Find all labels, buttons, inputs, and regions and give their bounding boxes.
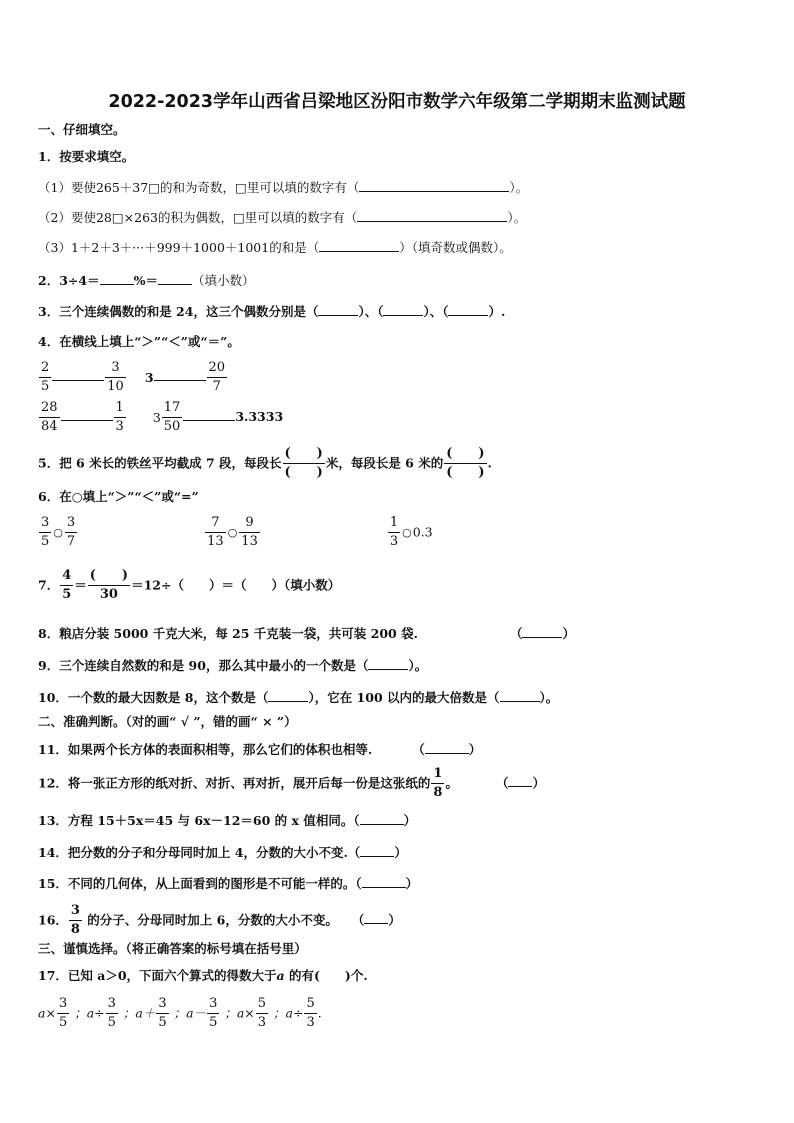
q3-text-c: ）、（ — [423, 304, 449, 319]
q9-end: ）。 — [408, 658, 428, 673]
q6-b-fraction-2: $\frac{9}{13}$ — [241, 515, 258, 549]
q12 — [38, 765, 545, 802]
q1-part3-blank[interactable] — [319, 238, 399, 252]
q6-b-fraction-1: $\frac{7}{13}$ — [207, 515, 224, 549]
q16-text: 的分子、分母同时加上 6，分数的大小不变。 — [82, 912, 338, 928]
q1-heading: 1．按要求填空。 — [38, 149, 135, 164]
q8-paren-close: ） — [562, 626, 575, 641]
section-3-heading: 三、谨慎选择。（将正确答案的标号填在括号里） — [38, 941, 307, 956]
q1-part1-text: （1）要使265＋37□的和为奇数，□里可以填的数字有（ — [38, 180, 360, 195]
q7 — [38, 567, 340, 604]
q3 — [38, 302, 505, 321]
q3-blank-2[interactable] — [383, 302, 423, 316]
section-1-heading: 一、仔细填空。 — [38, 122, 126, 137]
q13 — [38, 811, 416, 830]
q1-part2-text: （2）要使28□×263的积为偶数，□里可以填的数字有（ — [38, 210, 358, 225]
q10-text-c: ）。 — [539, 690, 559, 705]
q5-text-b: 米，每段长是 6 米的 — [325, 455, 444, 471]
q10-text-b: ），它在 100 以内的最大倍数是（ — [308, 690, 500, 705]
q8 — [38, 624, 575, 643]
q6-c-value: 0.3 — [412, 524, 433, 540]
q15-end: ） — [405, 876, 419, 891]
q11-paren-close: ） — [468, 742, 482, 757]
q4-row2 — [38, 399, 283, 436]
section-2-heading: 二、准确判断。（对的画“ √ ”，错的画“ × ”） — [38, 714, 297, 729]
q5 — [38, 445, 492, 482]
q4-fraction-1: $\frac{2}{5}$ — [41, 360, 50, 394]
q8-blank[interactable] — [522, 624, 562, 638]
q1-part2-end: ）。 — [507, 210, 527, 225]
q4-blank-4[interactable] — [183, 407, 235, 421]
q16-paren-open: （ — [351, 912, 365, 928]
q3-text-b: ）、（ — [358, 304, 384, 319]
q5-text-c: . — [487, 455, 492, 471]
q14 — [38, 843, 407, 862]
q17-expr-2-fraction: $\frac{3}{5}$ — [107, 996, 116, 1030]
q17-expr-end: . — [317, 1005, 322, 1021]
q11 — [38, 740, 481, 759]
q17-expr-4-fraction: $\frac{3}{5}$ — [209, 996, 218, 1030]
q5-fraction-1[interactable]: $\frac{( )}{( )}$ — [284, 446, 323, 480]
q7-number: 7． — [38, 577, 60, 593]
q4-row1 — [38, 359, 228, 396]
q13-text: 13．方程 15＋5x＝45 与 6x－12＝60 的 x 值相同。（ — [38, 813, 360, 828]
q2 — [38, 271, 254, 290]
q10-blank-2[interactable] — [500, 688, 540, 702]
q4-fraction-5: $\frac{1}{3}$ — [115, 400, 124, 434]
q1-part3-end: ）（填奇数或偶数）。 — [399, 240, 512, 255]
q7-fraction-2[interactable]: $\frac{( )}{30}$ — [89, 568, 129, 602]
q10-blank-1[interactable] — [268, 688, 308, 702]
q4-blank-1[interactable] — [52, 367, 104, 381]
q3-text-a: 3．三个连续偶数的和是 24，这三个偶数分别是（ — [38, 304, 319, 319]
q9-text: 9．三个连续自然数的和是 90，那么其中最小的一个数是（ — [38, 658, 369, 673]
q14-blank[interactable] — [360, 843, 394, 857]
q16 — [38, 902, 401, 939]
q16-blank[interactable] — [364, 910, 388, 924]
q1-part3-text: （3）1＋2＋3＋···＋999＋1000＋1001的和是（ — [38, 240, 320, 255]
q4-decimal-value: 3.3333 — [235, 409, 284, 424]
q6-row — [38, 514, 433, 551]
q16-fraction: $\frac{3}{8}$ — [70, 903, 80, 937]
q2-text-a: 2．3÷4＝ — [38, 273, 100, 288]
q12-paren-open: （ — [495, 775, 509, 791]
q3-blank-3[interactable] — [448, 302, 488, 316]
q17-variable: a — [276, 968, 285, 983]
q17-expr-3-fraction: $\frac{3}{5}$ — [158, 996, 167, 1030]
q4-blank-3[interactable] — [61, 407, 113, 421]
q7-equals: ＝ — [74, 577, 87, 593]
q12-blank[interactable] — [508, 773, 532, 787]
q17-text-b: 的有( )个. — [284, 968, 368, 983]
q17-expr-4-op: ；a－ — [173, 1005, 207, 1021]
q1-part3 — [38, 238, 512, 257]
q12-period: 。 — [445, 775, 458, 791]
q17-expr-5-op: ；a× — [224, 1005, 255, 1021]
q11-blank[interactable] — [425, 740, 469, 754]
q15 — [38, 874, 418, 893]
q17-expr-6-op: ；a÷ — [273, 1005, 304, 1021]
q4-fraction-4: $\frac{28}{84}$ — [41, 400, 58, 434]
q2-text-c: （填小数） — [191, 273, 255, 288]
q4-whole-3: 3 — [144, 369, 154, 385]
q15-text: 15．不同的几何体，从上面看到的图形是不可能一样的。（ — [38, 876, 362, 891]
q17-expr-6-fraction: $\frac{5}{3}$ — [306, 996, 315, 1030]
q17-expr-1-op: a× — [38, 1005, 56, 1021]
q7-fraction-1: $\frac{4}{5}$ — [62, 568, 72, 602]
q12-fraction: $\frac{1}{8}$ — [433, 766, 443, 800]
q1-part2-blank[interactable] — [357, 208, 507, 222]
q4-mixed-fraction: $\frac{17}{50}$ — [163, 400, 181, 434]
q6-a-fraction-2: $\frac{3}{7}$ — [66, 515, 76, 549]
q3-text-d: ）. — [488, 304, 506, 319]
q17-expr-3-op: ；a＋ — [122, 1005, 156, 1021]
q9-blank[interactable] — [368, 656, 408, 670]
q17-expr-5-fraction: $\frac{5}{3}$ — [257, 996, 267, 1030]
q1-part2 — [38, 208, 526, 227]
q2-text-b: %＝ — [133, 273, 158, 288]
q14-end: ） — [394, 845, 407, 860]
q12-text: 12．将一张正方形的纸对折、对折、再对折，展开后每一份是这张纸的 — [38, 775, 431, 791]
q1-part1-blank[interactable] — [359, 178, 509, 192]
q6-c-fraction: $\frac{1}{3}$ — [389, 515, 399, 549]
q6-c-circle[interactable]: ○ — [402, 526, 412, 539]
q11-text: 11．如果两个长方体的表面积相等，那么它们的体积也相等. — [38, 742, 373, 757]
q4-mixed-whole: 3 — [152, 409, 161, 425]
q2-blank-2[interactable] — [158, 271, 192, 285]
q15-blank[interactable] — [362, 874, 406, 888]
q1-part1-end: ）。 — [509, 180, 529, 195]
q10-text-a: 10．一个数的最大因数是 8，这个数是（ — [38, 690, 269, 705]
q6-a-circle[interactable]: ○ — [53, 526, 63, 539]
q4-fraction-2: $\frac{3}{10}$ — [107, 360, 124, 394]
q17 — [38, 967, 368, 985]
q13-blank[interactable] — [360, 811, 404, 825]
q4-heading: 4．在横线上填上“＞”“＜”或“＝”。 — [38, 334, 240, 349]
q7-text-rest: ＝12÷（ ）＝（ ）（填小数） — [131, 577, 341, 593]
q1-part1 — [38, 178, 528, 197]
q3-blank-1[interactable] — [318, 302, 358, 316]
q6-a-fraction-1: $\frac{3}{5}$ — [41, 515, 50, 549]
q4-blank-2[interactable] — [154, 367, 206, 381]
q6-b-circle[interactable]: ○ — [227, 526, 238, 539]
q2-blank-1[interactable] — [100, 271, 134, 285]
q5-fraction-2[interactable]: $\frac{( )}{( )}$ — [446, 446, 485, 480]
q8-paren-open: （ — [509, 626, 523, 641]
q10 — [38, 688, 558, 707]
q17-expressions — [38, 995, 322, 1032]
q17-expr-2-op: ；a÷ — [74, 1005, 105, 1021]
q17-text-a: 17．已知 a＞0，下面六个算式的得数大于 — [38, 968, 277, 983]
q16-paren-close: ） — [388, 912, 401, 928]
q4-fraction-3: $\frac{20}{7}$ — [208, 360, 226, 394]
q8-text: 8．粮店分装 5000 千克大米，每 25 千克装一袋，共可装 200 袋. — [38, 626, 418, 641]
q5-text-a: 5．把 6 米长的铁丝平均截成 7 段，每段长 — [38, 455, 282, 471]
q6-heading: 6．在○填上“＞”“＜”或“=” — [38, 489, 199, 504]
q11-paren-open: （ — [412, 742, 425, 757]
q9 — [38, 656, 427, 675]
q14-text: 14．把分数的分子和分母同时加上 4，分数的大小不变.（ — [38, 845, 361, 860]
q17-expr-1-fraction: $\frac{3}{5}$ — [58, 996, 68, 1030]
q12-paren-close: ） — [532, 775, 545, 791]
page-title: 2022-2023学年山西省吕梁地区汾阳市数学六年级第二学期期末监测试题 — [108, 92, 686, 112]
q16-number: 16． — [38, 912, 68, 928]
q13-end: ） — [403, 813, 417, 828]
